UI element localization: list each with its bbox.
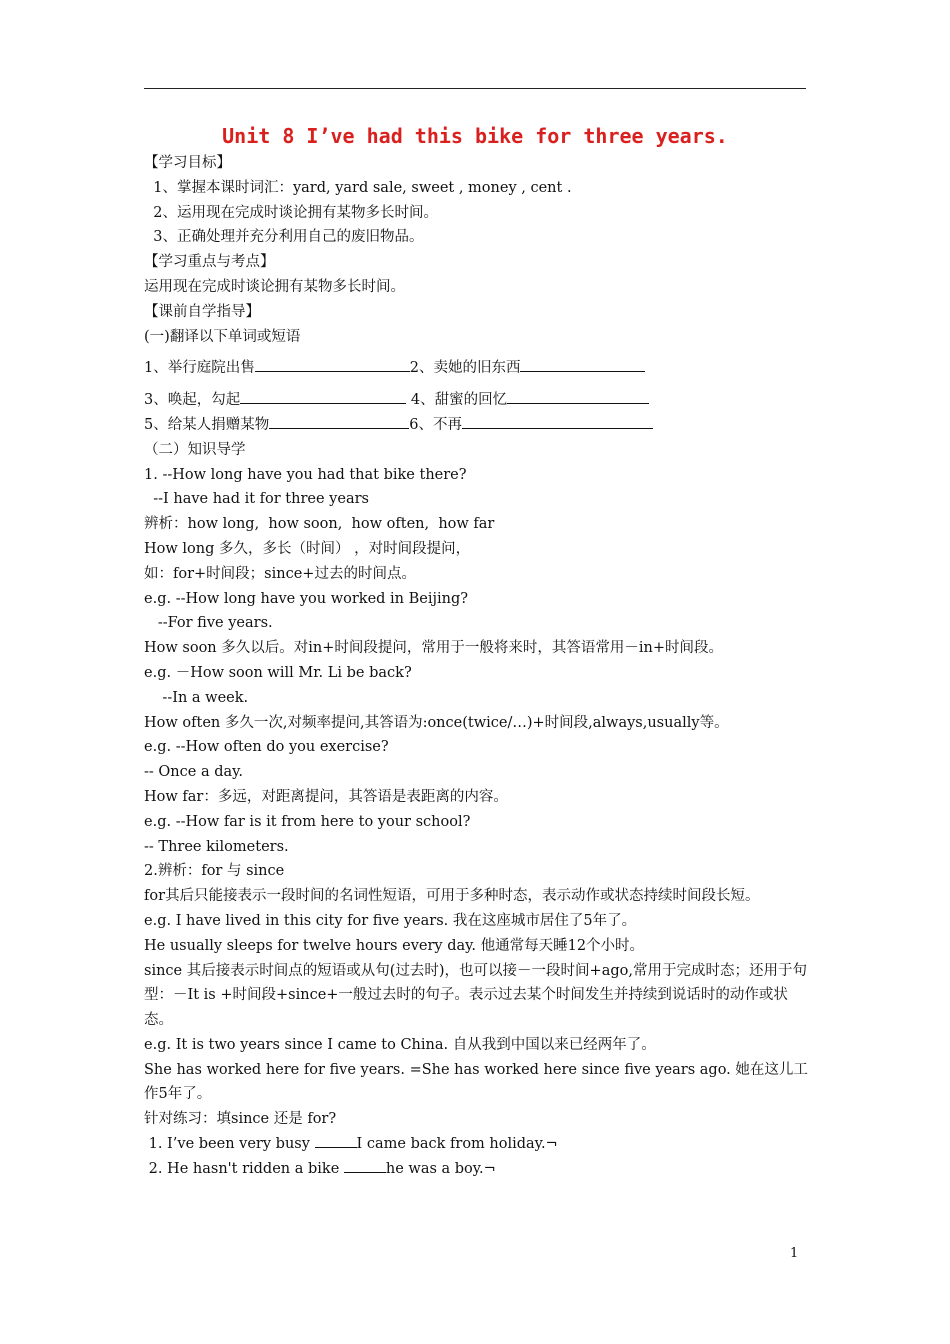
document-body: [144, 151, 834, 1182]
text-line: --I have had it for three years: [144, 491, 369, 508]
text-line: --For five years.: [144, 615, 273, 632]
answer-blank[interactable]: [315, 1132, 357, 1148]
text-line: e.g. --How often do you exercise?: [144, 739, 389, 756]
section-heading-objectives: 【学习目标】: [144, 155, 231, 171]
exercise-text: he was a boy.¬: [385, 1160, 496, 1177]
text-paragraph: She has worked here for five years. =She has worked here since five years ago. 她在这儿工作5年了。: [144, 1061, 808, 1103]
subheading-knowledge: （二）知识导学: [144, 441, 246, 458]
section-heading-focus: 【学习重点与考点】: [144, 254, 275, 271]
text-line: e.g. －How soon will Mr. Li be back?: [144, 664, 412, 681]
section-heading-preview: 【课前自学指导】: [144, 303, 260, 320]
text-line: --In a week.: [144, 689, 249, 706]
exercise-text: 1. I’ve been very busy: [144, 1136, 315, 1153]
text-line: 辨析：how long, how soon, how often, how far: [144, 516, 495, 533]
translate-item-1: 1、举行庭院出售: [144, 360, 255, 377]
exercise-item-1: [144, 1132, 834, 1157]
exercise-heading: 针对练习：填since 还是 for?: [144, 1111, 337, 1128]
text-paragraph: for其后只能接表示一段时间的名词性短语，可用于多种时态，表示动作或状态持续时间段长短。: [144, 888, 760, 905]
objective-1: 1、掌握本课时词汇：yard, yard sale, sweet , money , cent .: [144, 179, 572, 196]
text-line: How far：多远，对距离提问，其答语是表距离的内容。: [144, 788, 508, 805]
text-line: e.g. I have lived in this city for five years. 我在这座城市居住了5年了。: [144, 912, 637, 929]
header-rule: [144, 88, 806, 89]
answer-blank[interactable]: [269, 413, 409, 429]
objective-3: 3、正确处理并充分利用自己的废旧物品。: [144, 229, 424, 246]
focus-text: 运用现在完成时谈论拥有某物多长时间。: [144, 278, 405, 295]
translate-row-1: [144, 356, 834, 381]
answer-blank[interactable]: [255, 356, 410, 372]
text-paragraph: since 其后接表示时间点的短语或从句(过去时)，也可以接－一段时间+ago,常用于完成时态；还用于句型：－It is +时间段+since+一般过去时的句子。表示过去某个时间发生并持续到说话时的动作或状态。: [144, 962, 807, 1029]
answer-blank[interactable]: [507, 388, 649, 404]
text-line: He usually sleeps for twelve hours every day. 他通常每天睡12个小时。: [144, 937, 645, 954]
text-line: e.g. --How long have you worked in Beijing?: [144, 590, 469, 607]
text-line: How long 多久，多长（时间） ，对时间段提问，: [144, 540, 471, 557]
answer-blank[interactable]: [520, 356, 645, 372]
exercise-item-2: [144, 1157, 834, 1182]
page-number: 1: [790, 1246, 799, 1261]
translate-item-6: 6、不再: [409, 416, 462, 433]
translate-item-3: 3、唤起，勾起: [144, 392, 241, 409]
translate-item-2: 2、卖她的旧东西: [409, 360, 521, 377]
translate-item-4: 4、甜蜜的回忆: [406, 392, 508, 409]
text-line: 1. --How long have you had that bike there?: [144, 466, 467, 483]
text-line: -- Once a day.: [144, 764, 244, 781]
translate-item-5: 5、给某人捐赠某物: [144, 416, 270, 433]
exercise-text: I came back from holiday.¬: [356, 1136, 558, 1153]
translate-row-2: [144, 388, 834, 413]
subheading-translate: (一)翻译以下单词或短语: [144, 328, 301, 345]
answer-blank[interactable]: [344, 1157, 386, 1173]
text-line: e.g. It is two years since I came to China. 自从我到中国以来已经两年了。: [144, 1036, 656, 1053]
text-line: 2.辨析：for 与 since: [144, 863, 285, 880]
text-line: 如：for+时间段；since+过去的时间点。: [144, 565, 416, 582]
text-line: -- Three kilometers.: [144, 838, 289, 855]
translate-row-3: [144, 413, 834, 438]
answer-blank[interactable]: [462, 413, 653, 429]
exercise-text: 2. He hasn't ridden a bike: [144, 1160, 344, 1177]
document-title: Unit 8 I’ve had this bike for three years.: [222, 124, 728, 148]
text-line: How soon 多久以后。对in+时间段提问，常用于一般将来时，其答语常用－in+时间段。: [144, 640, 723, 657]
objective-2: 2、运用现在完成时谈论拥有某物多长时间。: [144, 204, 438, 221]
text-line: How often 多久一次,对频率提问,其答语为:once(twice/…)+时间段,always,usually等。: [144, 714, 729, 731]
text-line: e.g. --How far is it from here to your school?: [144, 813, 471, 830]
answer-blank[interactable]: [240, 388, 406, 404]
